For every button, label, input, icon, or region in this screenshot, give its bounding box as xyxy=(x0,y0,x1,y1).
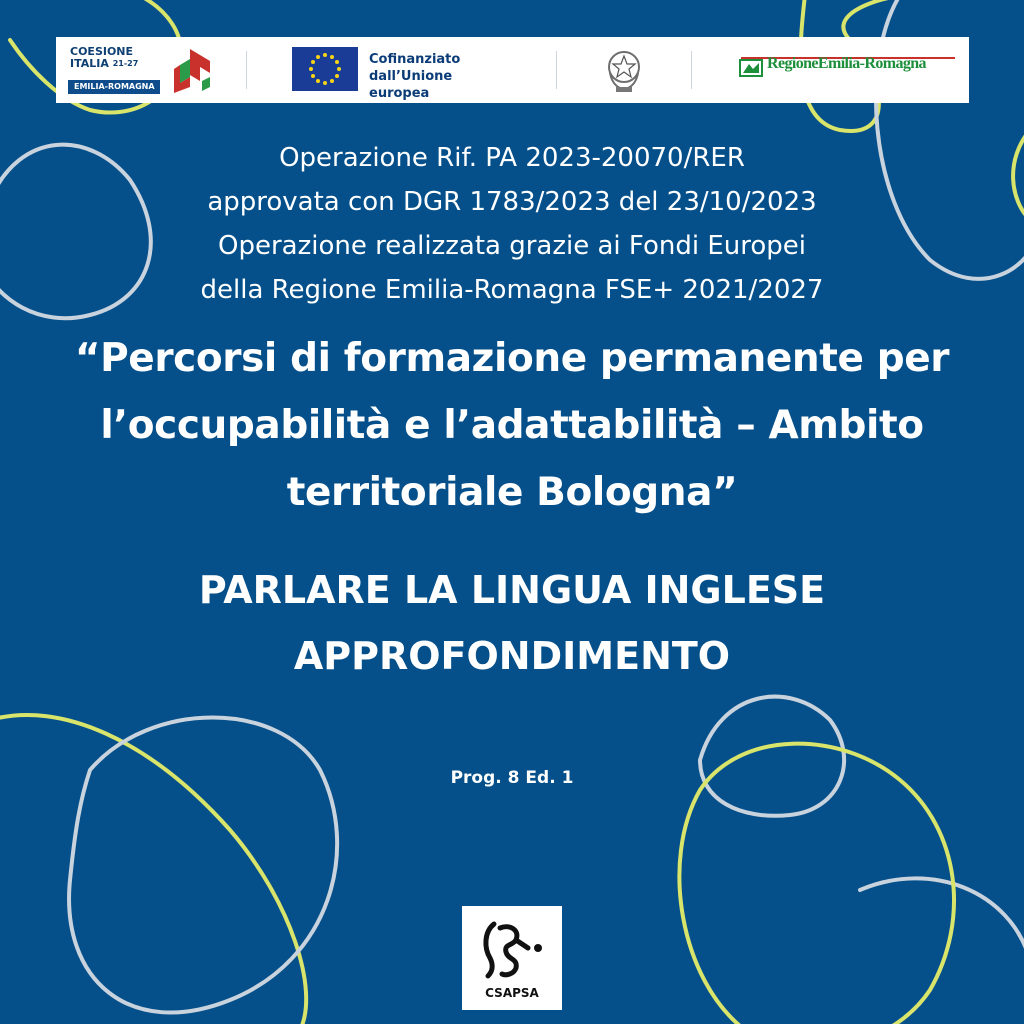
eu-line2: dall’Unione europea xyxy=(369,69,453,101)
regione-name: RegioneEmilia-Romagna xyxy=(767,55,926,72)
blob-bottom-right-gray-2 xyxy=(860,878,1024,960)
logo-separator xyxy=(691,51,692,89)
italian-republic-emblem-icon xyxy=(604,43,644,97)
blob-bottom-left-yellow xyxy=(0,715,306,1024)
coesione-years: 21-27 xyxy=(112,59,139,68)
program-title-line-2: l’occupabilità e l’adattabilità – Ambito xyxy=(100,403,924,448)
coesione-line1: COESIONE xyxy=(70,45,134,58)
operation-line-1: Operazione Rif. PA 2023-20070/RER xyxy=(279,143,745,173)
eu-cofinanced-logo xyxy=(292,45,512,101)
program-title xyxy=(20,325,1004,526)
coesione-region-pill: EMILIA-ROMAGNA xyxy=(68,80,160,94)
course-title-line-2: APPROFONDIMENTO xyxy=(293,634,731,678)
operation-line-3: Operazione realizzata grazie ai Fondi Europei xyxy=(218,231,806,261)
logo-bar xyxy=(56,37,969,103)
regione-emilia-romagna-logo xyxy=(739,53,959,89)
program-title-line-3: territoriale Bologna” xyxy=(286,470,738,515)
blob-bottom-left-gray xyxy=(69,718,337,1013)
coesione-line2: ITALIA xyxy=(70,57,109,70)
program-title-line-1: “Percorsi di formazione permanente per xyxy=(74,336,950,381)
blob-bottom-right-gray xyxy=(700,697,844,816)
course-title xyxy=(40,557,984,689)
operation-line-4: della Regione Emilia-Romagna FSE+ 2021/2027 xyxy=(200,275,824,305)
operation-info xyxy=(80,136,944,312)
coesione-arrow-mark-icon xyxy=(168,47,212,95)
regione-emilia-romagna-mark-icon xyxy=(739,59,763,77)
csapsa-logo xyxy=(462,906,562,1010)
logo-separator xyxy=(556,51,557,89)
eu-line1: Cofinanziato xyxy=(369,52,461,67)
blob-right-yellow xyxy=(1013,130,1024,220)
blob-bottom-right-yellow xyxy=(679,744,954,1024)
coesione-italia-logo xyxy=(64,43,214,97)
edition-label: Prog. 8 Ed. 1 xyxy=(450,768,574,788)
logo-separator xyxy=(246,51,247,89)
operation-line-2: approvata con DGR 1783/2023 del 23/10/2023 xyxy=(207,187,817,217)
csapsa-label: CSAPSA xyxy=(485,986,539,1000)
eu-flag-icon xyxy=(292,47,358,91)
csapsa-face-logo-icon xyxy=(476,918,548,980)
course-title-line-1: PARLARE LA LINGUA INGLESE xyxy=(198,568,826,612)
